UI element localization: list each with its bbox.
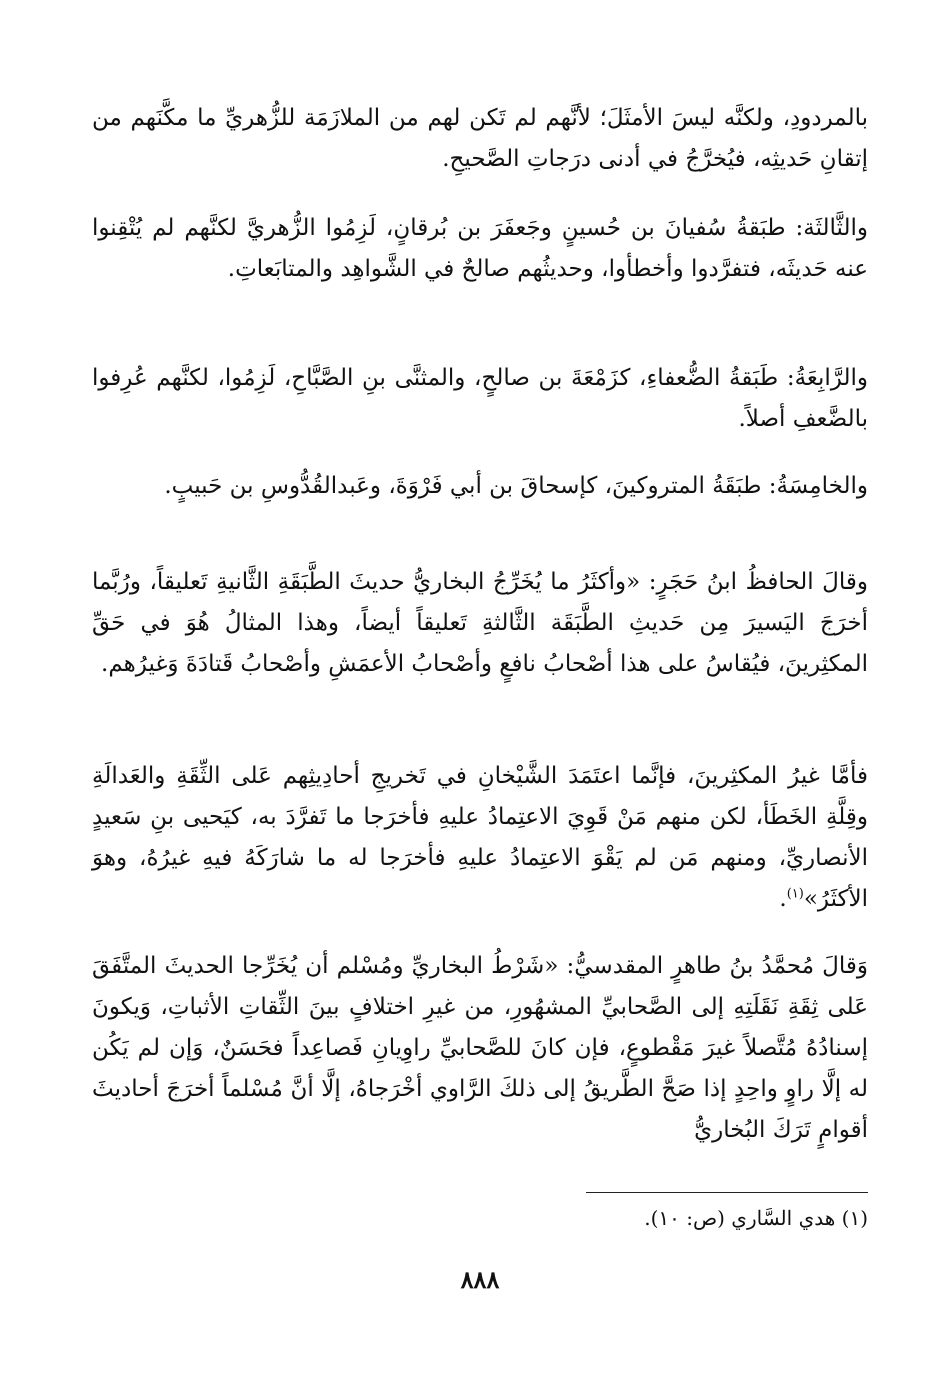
paragraph-2: والثَّالثَة: طبَقةُ سُفيانَ بن حُسينٍ وجَعفَرَ بن بُرقانٍ، لَزِمُوا الزُّهريَّ لكنَّهم لم يُتْقِنوا عنه حَديثَه، فتفرَّدوا وأخطأوا، وحديثُهم صالحٌ في الشَّواهِد والمتابَعاتِ.	[92, 215, 868, 282]
footnote: (١) هدي السَّاري (ص: ١٠).	[644, 1206, 868, 1230]
footnote-reference[interactable]: (١)	[786, 886, 804, 902]
paragraph-1: بالمردودِ، ولكنَّه ليسَ الأمثَلَ؛ لأنَّهم لم تَكن لهم من الملازَمَة للزُّهريِّ ما مكَّنَهم من إتقانِ حَديثِه، فيُخرَّجُ في أدنى درَجاتِ الصَّحيحِ.	[92, 105, 868, 172]
paragraph-5: وقالَ الحافظُ ابنُ حَجَرٍ: «وأكثَرُ ما يُخَرِّجُ البخاريُّ حديثَ الطَّبَقَةِ الثَّانيةِ تَعليقاً، ورُبَّما أخرَجَ اليَسيرَ مِن حَديثِ الطَّبَقَة الثَّالثةِ تَعليقاً أيضاً، وهذا المثالُ هُوَ في حَقِّ المكثِرينَ، فيُقاسُ على هذا أصْحابُ نافعٍ وأصْحابُ الأعمَشِ وأصْحابُ قَتادَةَ وَغيرُهم.	[92, 569, 868, 677]
paragraph-6-text: فأمَّا غيرُ المكثِرينَ، فإنَّما اعتَمَدَ الشَّيْخانِ في تَخريجِ أحادِيثِهم عَلى الثِّقَةِ والعَدالَةِ وقِلَّةِ الخَطَأ، لكن منهم مَنْ قَوِيَ الاعتِمادُ عليهِ فأخرَجا ما تَفرَّدَ به، كيَحيى بنِ سَعيدٍ الأنصاريِّ، ومنهم مَن لم يَقْوَ الاعتِمادُ عليهِ فأخرَجا له ما شارَكَهُ فيهِ غيرُهُ، وهوَ الأكثَرُ»	[92, 763, 868, 912]
footnote-divider	[586, 1192, 868, 1193]
paragraph-7: وَقالَ مُحمَّدُ بنُ طاهرٍ المقدسيُّ: «شَرْطُ البخاريِّ ومُسْلم أن يُخَرِّجا الحديثَ المتَّفَقَ عَلى ثِقَةِ نَقَلَتِهِ إلى الصَّحابيِّ المشهُورِ، من غيرِ اختلافٍ بينَ الثِّقاتِ الأثباتِ، وَيكونَ إسنادُهُ مُتَّصلاً غيرَ مَقْطوعٍ، فإن كانَ للصَّحابيِّ راوِيانِ فَصاعِداً فحَسَنٌ، وَإن لم يَكُن له إلَّا راوٍ واحِدٍ إذا صَحَّ الطَّريقُ إلى ذلكَ الرَّاوي أخْرَجاهُ، إلَّا أنَّ مُسْلماً أخرَجَ أحاديثَ أقوامٍ تَرَكَ البُخاريُّ	[92, 953, 868, 1143]
book-page	[92, 88, 868, 1328]
paragraph-4: والخامِسَةُ: طبَقَةُ المتروكينَ، كإسحاقَ بن أبي فَرْوَةَ، وعَبدالقُدُّوسِ بن حَبيبٍ.	[164, 473, 868, 499]
paragraph-6	[92, 756, 868, 920]
page-number: ٨٨٨	[460, 1265, 500, 1294]
paragraph-3: والرَّابِعَةُ: طَبَقةُ الضُّعفاءِ، كزَمْعَةَ بن صالحٍ، والمثنَّى بنِ الصَّبَّاحِ، لَزِمُوا، لكنَّهم عُرِفوا بالضَّعفِ أصلاً.	[92, 365, 868, 432]
paragraph-6-end: .	[779, 886, 787, 912]
